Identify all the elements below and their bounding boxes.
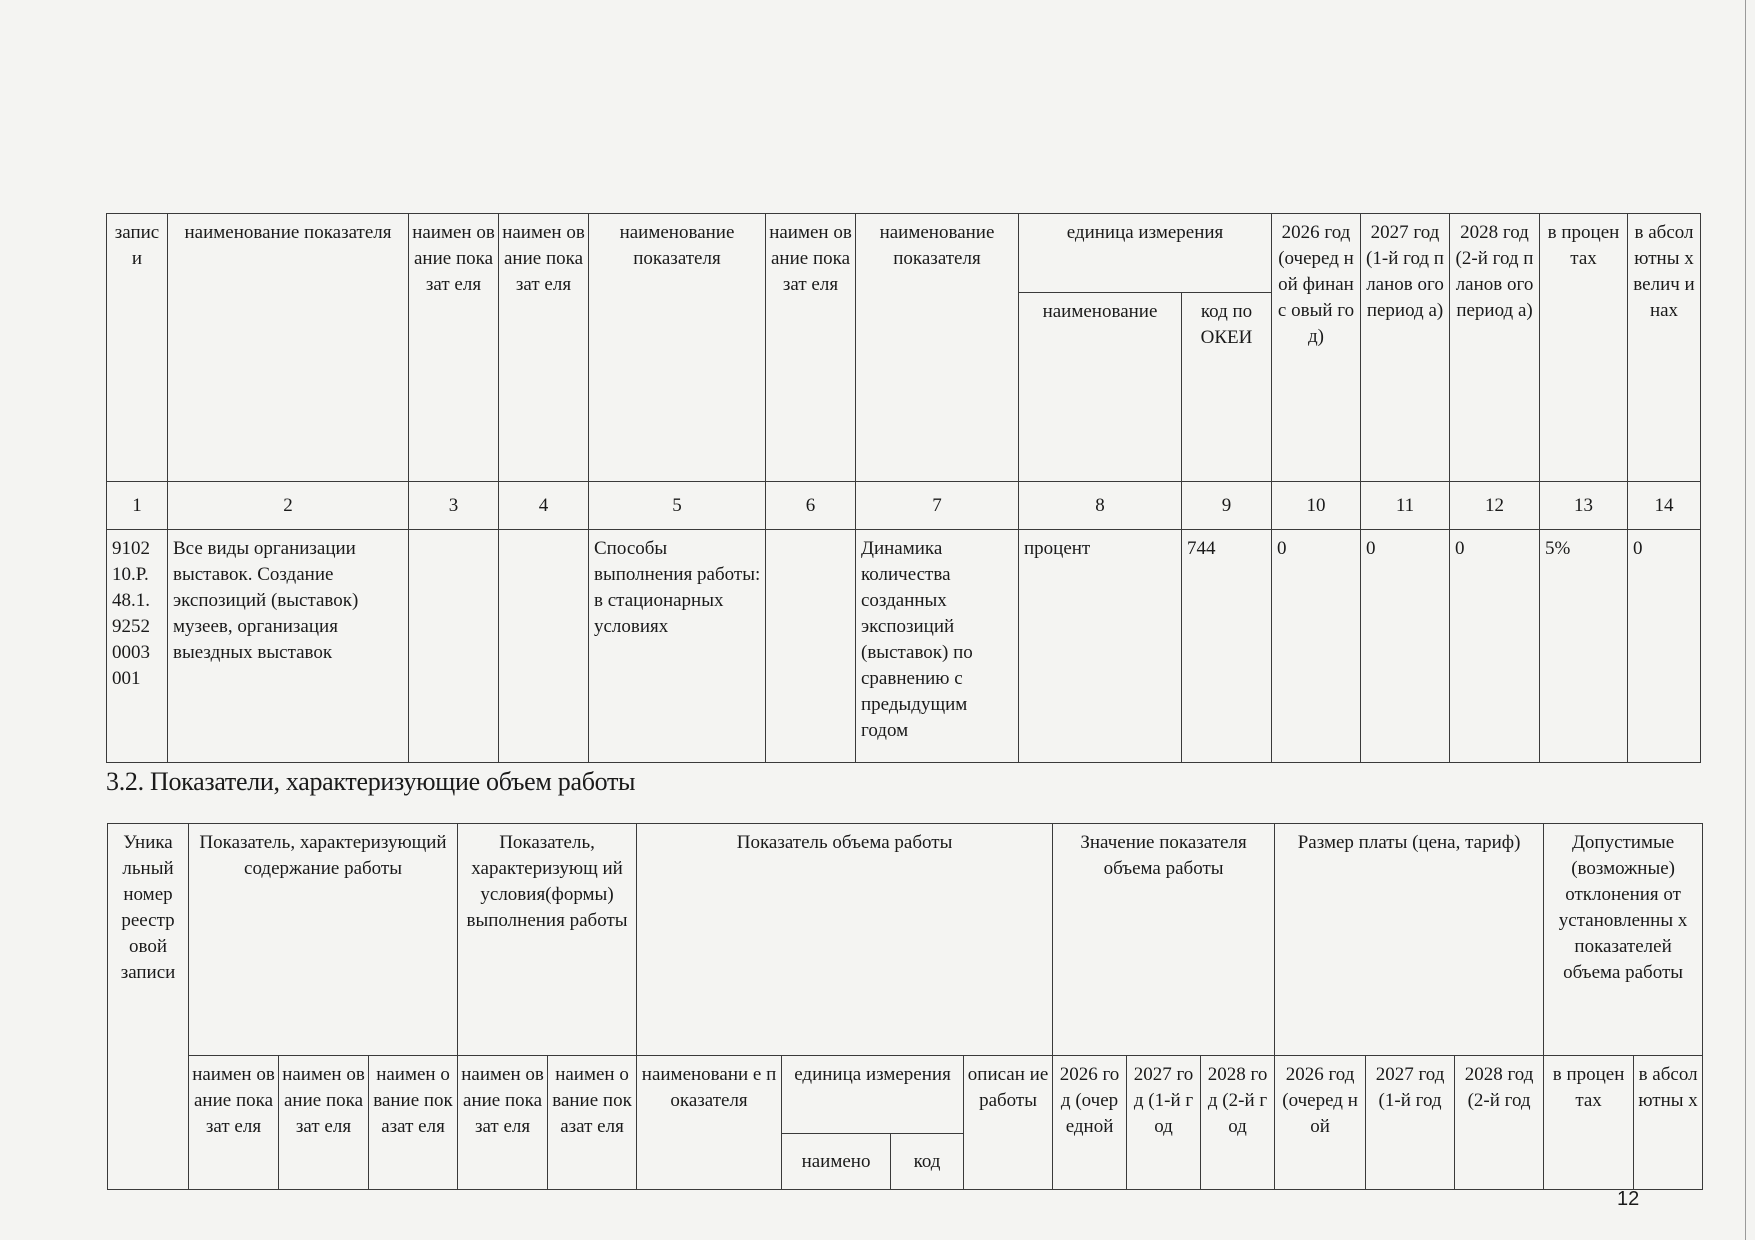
header-deviation-group: Допустимые (возможные) отклонения от установленны х показателей объема работы (1544, 824, 1703, 1056)
page-number: 12 (1617, 1188, 1640, 1210)
header-registry: записи (107, 214, 168, 482)
deviation-percent-value: 5% (1540, 530, 1628, 763)
quality-indicator-value: Динамика количества созданных экспозиций (выставок) по сравнению с предыдущим годом (856, 530, 1019, 763)
column-number: 14 (1628, 482, 1701, 530)
content-indicator-3-value (499, 530, 589, 763)
table-row (107, 530, 1701, 763)
subheader-condition-1: наимен ование показат еля (458, 1056, 548, 1190)
header-content-group: Показатель, характеризующий содержание работы (189, 824, 458, 1056)
subheader-value-2027: 2027 год (1-й год (1127, 1056, 1201, 1190)
column-number: 11 (1361, 482, 1450, 530)
subheader-unit-code: код (891, 1134, 964, 1190)
okei-code-value: 744 (1182, 530, 1272, 763)
subheader-indicator-name: наименовани е показателя (637, 1056, 782, 1190)
subheader-value-2026: 2026 год (очер едной (1053, 1056, 1127, 1190)
subheader-content-3: наимен ование показат еля (369, 1056, 458, 1190)
header-condition-group: Показатель, характеризующ ий условия(формы) выполнения работы (458, 824, 637, 1056)
column-number: 13 (1540, 482, 1628, 530)
subheader-description: описан ие работы (964, 1056, 1053, 1190)
condition-indicator-2-value (766, 530, 856, 763)
header-content-indicator-3: наимен ование показат еля (499, 214, 589, 482)
registry-number: 9102 10.Р. 48.1. 9252 0003 001 (107, 530, 168, 763)
subheader-price-2026: 2026 год (очеред ной (1275, 1056, 1366, 1190)
subheader-unit-name: наимено (782, 1134, 891, 1190)
column-numbers-row (107, 482, 1701, 530)
header-condition-indicator-1: наименование показателя (589, 214, 766, 482)
page-edge-line (1745, 0, 1746, 1240)
column-number: 10 (1272, 482, 1361, 530)
header-content-indicator-2: наимен ование показат еля (409, 214, 499, 482)
content-indicator-2-value (409, 530, 499, 763)
column-number: 9 (1182, 482, 1272, 530)
column-number: 4 (499, 482, 589, 530)
column-number: 12 (1450, 482, 1540, 530)
subheader-condition-2: наимен ование показат еля (548, 1056, 637, 1190)
header-year-2028: 2028 год (2-й год планов ого период а) (1450, 214, 1540, 482)
column-number: 6 (766, 482, 856, 530)
column-number: 3 (409, 482, 499, 530)
subheader-price-2027: 2027 год (1-й год (1366, 1056, 1455, 1190)
header-unit-group: единица измерения (1019, 214, 1272, 293)
column-number: 5 (589, 482, 766, 530)
quality-indicators-table (106, 213, 1701, 763)
content-indicator-value: Все виды организации выставок. Создание экспозиций (выставок) музеев, организация выездных выставок (168, 530, 409, 763)
header-value-group: Значение показателя объема работы (1053, 824, 1275, 1056)
subheader-deviation-percent: в процен тах (1544, 1056, 1634, 1190)
header-year-2026: 2026 год (очеред ной финанс овый год) (1272, 214, 1361, 482)
section-heading: 3.2. Показатели, характеризующие объем работы (106, 767, 636, 796)
unit-name-value: процент (1019, 530, 1182, 763)
header-deviation-percent: в процен тах (1540, 214, 1628, 482)
deviation-absolute-value: 0 (1628, 530, 1701, 763)
header-unit-okei-code: код по ОКЕИ (1182, 293, 1272, 482)
value-2027: 0 (1361, 530, 1450, 763)
subheader-deviation-absolute: в абсол ютны х (1634, 1056, 1703, 1190)
header-price-group: Размер платы (цена, тариф) (1275, 824, 1544, 1056)
header-registry-number: Уника льный номер реестр овой записи (108, 824, 189, 1190)
column-number: 1 (107, 482, 168, 530)
header-volume-group: Показатель объема работы (637, 824, 1053, 1056)
header-condition-indicator-2: наимен ование показат еля (766, 214, 856, 482)
subheader-content-1: наимен ование показат еля (189, 1056, 279, 1190)
column-number: 7 (856, 482, 1019, 530)
column-number: 2 (168, 482, 409, 530)
header-content-indicator-1: наименование показателя (168, 214, 409, 482)
header-quality-indicator: наименование показателя (856, 214, 1019, 482)
value-2026: 0 (1272, 530, 1361, 763)
subheader-unit-group: единица измерения (782, 1056, 964, 1134)
header-year-2027: 2027 год (1-й год планов ого период а) (1361, 214, 1450, 482)
column-number: 8 (1019, 482, 1182, 530)
condition-indicator-value: Способы выполнения работы: в стационарных условиях (589, 530, 766, 763)
subheader-value-2028: 2028 год (2-й год (1201, 1056, 1275, 1190)
header-deviation-absolute: в абсол ютны х велич инах (1628, 214, 1701, 482)
subheader-content-2: наимен ование показат еля (279, 1056, 369, 1190)
value-2028: 0 (1450, 530, 1540, 763)
header-unit-name: наименование (1019, 293, 1182, 482)
volume-indicators-table (107, 823, 1703, 1190)
subheader-price-2028: 2028 год (2-й год (1455, 1056, 1544, 1190)
